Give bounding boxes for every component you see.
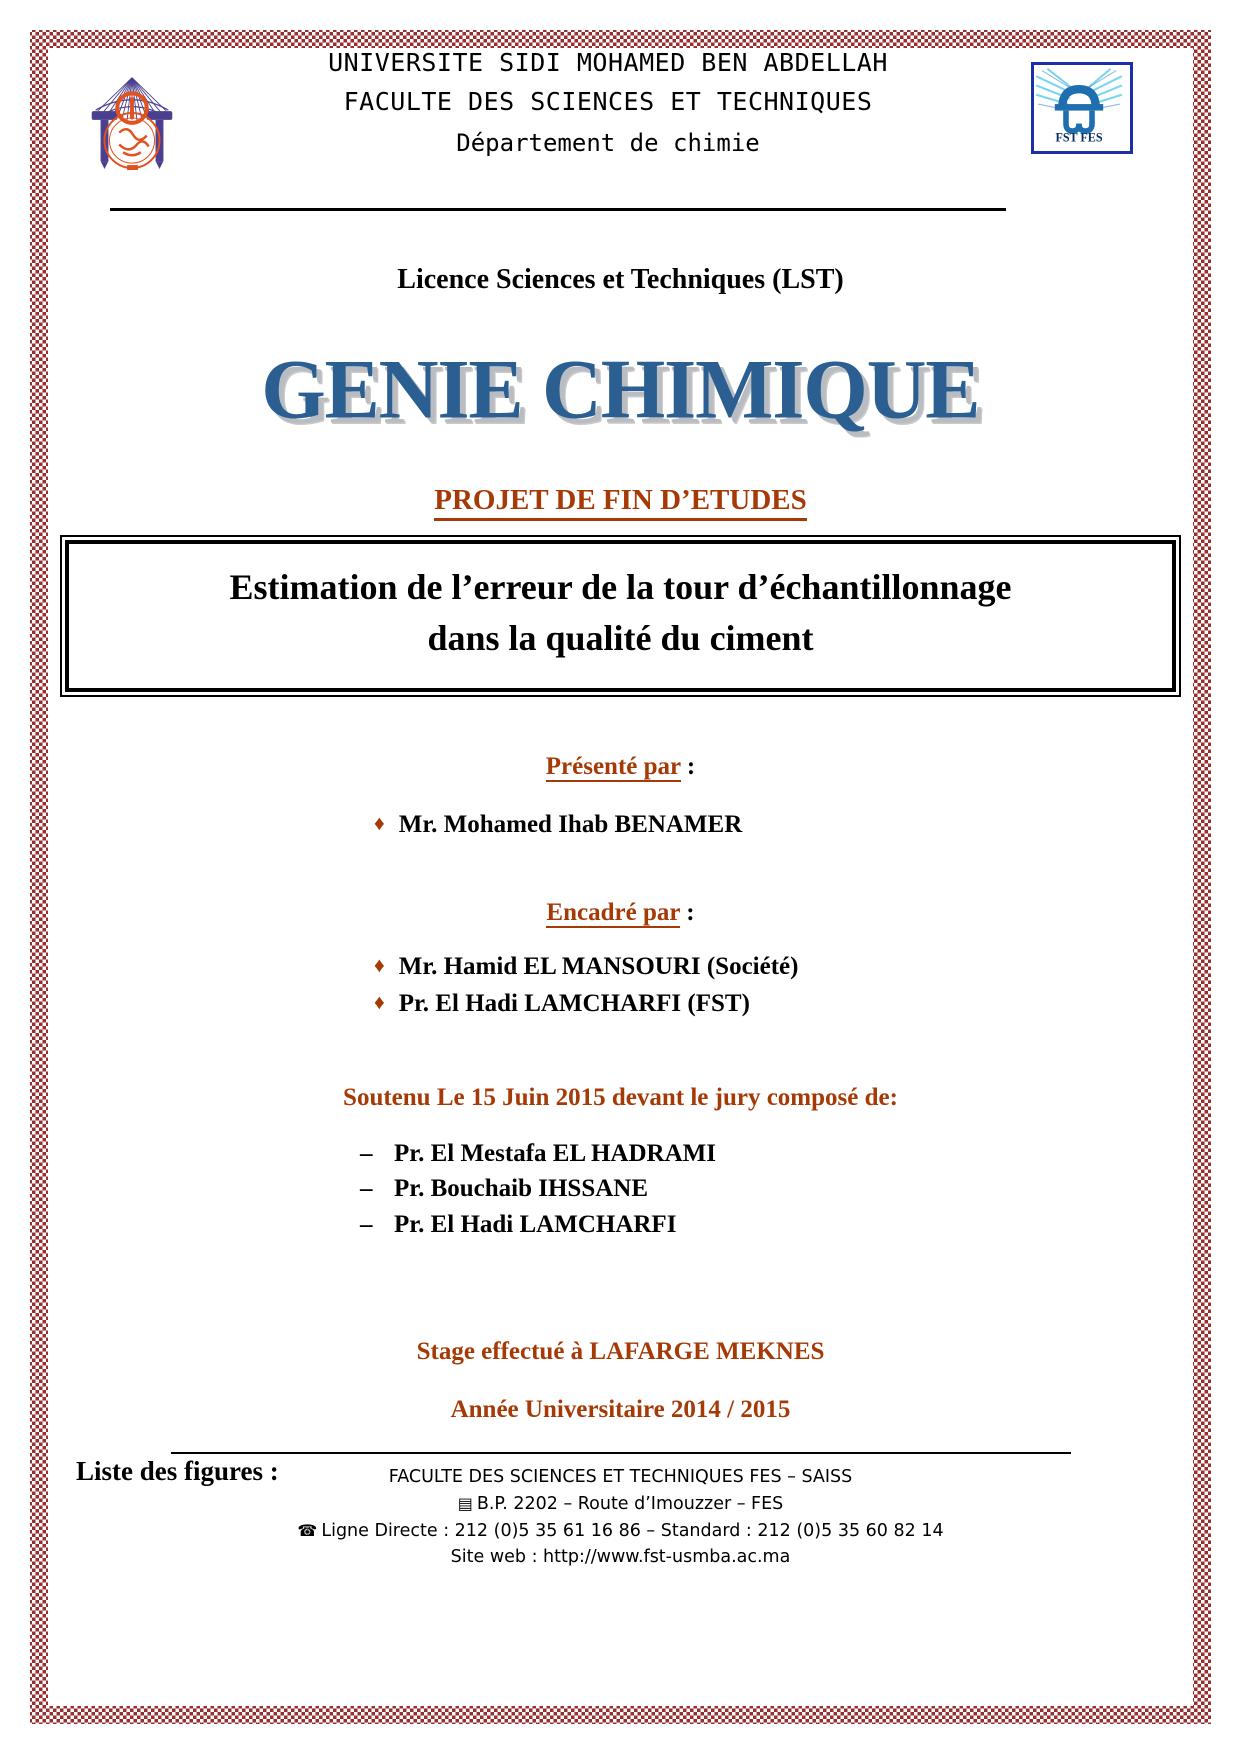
header-title-block <box>228 44 988 162</box>
diamond-bullet-icon: ♦ <box>374 989 385 1014</box>
faculty-name: FACULTE DES SCIENCES ET TECHNIQUES <box>343 86 873 116</box>
supervised-by-list <box>48 949 1193 1022</box>
presented-by-list <box>48 807 1193 843</box>
supervisor-name-2: Pr. El Hadi LAMCHARFI (FST) <box>398 989 750 1017</box>
thesis-title-box <box>60 535 1181 697</box>
liste-des-figures-heading: Liste des figures : <box>76 1456 279 1486</box>
genie-chimique-wordart <box>48 340 1193 444</box>
jury-list <box>48 1136 1193 1243</box>
defense-line: Soutenu Le 15 Juin 2015 devant le jury composé de: <box>343 1083 898 1111</box>
list-item <box>374 949 1193 985</box>
degree-line: Licence Sciences et Techniques (LST) <box>397 264 844 295</box>
footer-line-phone <box>48 1518 1193 1545</box>
jury-member-3: Pr. El Hadi LAMCHARFI <box>394 1210 677 1238</box>
footer-line-website: Site web : http://www.fst-usmba.ac.ma <box>450 1547 791 1568</box>
list-item <box>360 1171 1193 1207</box>
internship-line: Stage effectué à LAFARGE MEKNES <box>416 1338 825 1366</box>
list-item <box>360 1136 1193 1172</box>
dash-bullet-icon: – <box>360 1139 373 1167</box>
telephone-icon: ☎ <box>297 1520 318 1540</box>
footer-line-address <box>48 1491 1193 1518</box>
supervised-by-colon: : <box>680 899 695 927</box>
footer-divider <box>171 1452 1071 1454</box>
supervisor-name-1: Mr. Hamid EL MANSOURI (Société) <box>398 953 799 981</box>
department-name: Département de chimie <box>456 128 760 157</box>
wordart-text: GENIE CHIMIQUE <box>261 341 980 437</box>
project-kind-label: PROJET DE FIN D’ETUDES <box>434 484 807 521</box>
jury-member-2: Pr. Bouchaib IHSSANE <box>394 1175 649 1203</box>
usmba-university-logo-icon <box>78 54 186 176</box>
cover-page-content <box>48 44 1193 1710</box>
presented-by-label <box>48 753 1193 781</box>
thesis-title-box-inner <box>65 540 1176 692</box>
presented-by-colon: : <box>680 753 696 781</box>
list-item <box>374 807 1193 843</box>
thesis-title-line-2: dans la qualité du ciment <box>427 618 814 659</box>
presenter-name: Mr. Mohamed Ihab BENAMER <box>398 811 743 839</box>
dash-bullet-icon: – <box>360 1210 373 1238</box>
diamond-bullet-icon: ♦ <box>374 811 385 836</box>
document-header <box>48 44 1193 184</box>
footer-line-faculty: FACULTE DES SCIENCES ET TECHNIQUES FES – SAISS <box>388 1467 853 1488</box>
footer-address-text: B.P. 2202 – Route d’Imouzzer – FES <box>476 1494 784 1515</box>
presented-by-text: Présenté par <box>545 753 681 781</box>
svg-text:FST FES: FST FES <box>1055 130 1103 145</box>
project-kind <box>48 484 1193 517</box>
academic-year: Année Universitaire 2014 / 2015 <box>450 1396 791 1424</box>
dash-bullet-icon: – <box>360 1175 373 1203</box>
diamond-bullet-icon: ♦ <box>374 953 385 978</box>
supervised-by-label <box>48 899 1193 927</box>
footer-phone-text: Ligne Directe : 212 (0)5 35 61 16 86 – Standard : 212 (0)5 35 60 82 14 <box>321 1520 944 1541</box>
fax-icon: ▤ <box>457 1494 473 1514</box>
header-divider <box>110 208 1006 211</box>
jury-member-1: Pr. El Mestafa EL HADRAMI <box>394 1139 716 1167</box>
university-name: UNIVERSITE SIDI MOHAMED BEN ABDELLAH <box>328 48 888 77</box>
fst-fes-logo-icon <box>1031 62 1133 154</box>
supervised-by-text: Encadré par <box>546 899 680 927</box>
list-item <box>374 986 1193 1022</box>
thesis-title-line-1: Estimation de l’erreur de la tour d’échantillonnage <box>229 567 1012 607</box>
list-item <box>360 1207 1193 1243</box>
